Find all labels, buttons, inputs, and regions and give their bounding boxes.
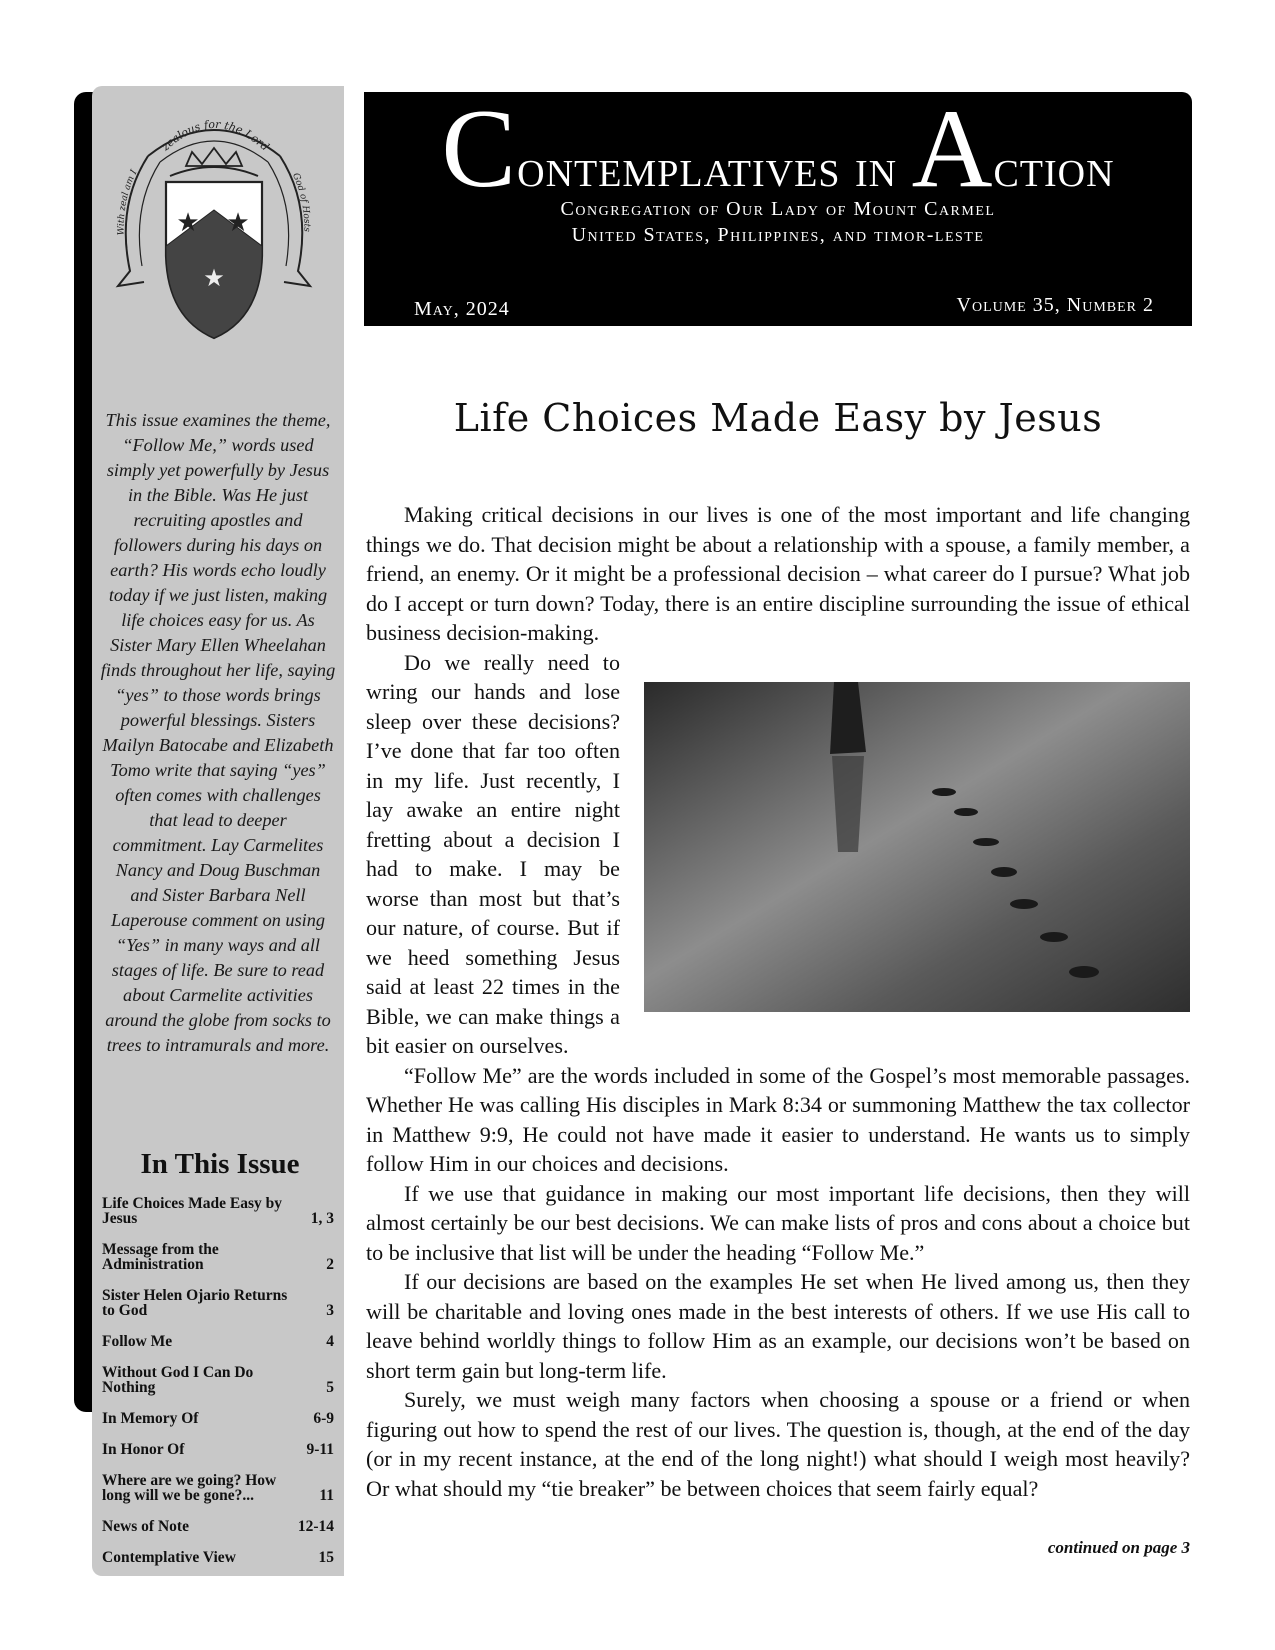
svg-text:★: ★ — [203, 264, 225, 292]
article-paragraph: “Follow Me” are the words included in some of the Gospel’s most memorable passages. Whether He was calling His disciples in Mark 8:34 or summoning Matthew the tax collector in Matthew 9:9, He could not have made it easier to understand. He wants us to simply follow Him in our choices and decisions. — [366, 1062, 1190, 1176]
toc-item-title: News of Note — [102, 1518, 189, 1535]
toc-item[interactable] — [102, 1473, 336, 1503]
toc-item[interactable] — [102, 1550, 336, 1565]
toc-item-title: In Memory Of — [102, 1410, 199, 1427]
toc-item-title: Life Choices Made Easy by Jesus — [102, 1195, 282, 1227]
toc-item-title: Sister Helen Ojario Returns to God — [102, 1287, 288, 1319]
continued-note[interactable]: continued on page 3 — [1047, 1538, 1190, 1557]
toc-item[interactable] — [102, 1411, 336, 1426]
carmelite-crest-icon — [108, 106, 320, 354]
toc-item-page: 11 — [319, 1487, 334, 1504]
title-part: ction — [993, 138, 1115, 198]
footprints-photo — [644, 682, 1190, 1012]
toc-item-title: Without God I Can Do Nothing — [102, 1364, 254, 1396]
toc-item[interactable] — [102, 1442, 336, 1457]
crest-motto-right: God of Hosts — [289, 171, 312, 232]
toc-item[interactable] — [102, 1519, 336, 1534]
article-paragraph: Surely, we must weigh many factors when choosing a spouse or a friend or when figuring out how to spend the rest of our lives. The question is, though, at the end of the day (or in my recent instance, at the end of the long night!) what should I weigh most heavily? Or what should my “tie breaker” be between choices that seem fairly equal? — [366, 1387, 1190, 1501]
crest-motto-left: With zeal am I — [116, 168, 140, 236]
article-body — [366, 500, 1190, 1503]
svg-text:With zeal am I — [117, 168, 140, 235]
toc-item[interactable] — [102, 1334, 336, 1349]
article-paragraph: Do we really need to wring our hands and lose sleep over these decisions? I’ve done that far too often in my life. Just recently, I lay awake an entire night fretting about a decision I had to make. I may be worse than most but that’s our nature, of course. But if we heed something Jesus said at least 22 times in the Bible, we can make things a bit easier on ourselves. — [366, 649, 620, 1058]
issue-intro: This issue examines the theme, “Follow Me,” words used simply yet powerfully by Jesus in the Bible. Was He just recruiting apostles and followers during his days on earth? His words echo loudly today if we just listen, making life choices easy for us. As Sister Mary Ellen Wheelahan finds throughout her life, saying “yes” to those words brings powerful blessings. Sisters Mailyn Batocabe and Elizabeth Tomo write that saying “yes” often comes with challenges that lead to deeper commitment. Lay Carmelites Nancy and Doug Buschman and Sister Barbara Nell Laperouse comment on using “Yes” in many ways and all stages of life. Be sure to read about Carmelite activities around the globe from socks to trees to intramurals and more. — [100, 410, 336, 1055]
masthead-subtitle-2: United States, Philippines, and timor-leste — [571, 224, 985, 246]
toc-item[interactable] — [102, 1242, 336, 1272]
toc-item-title: Message from the Administration — [102, 1241, 219, 1273]
title-initial: C — [441, 87, 518, 211]
toc-item[interactable] — [102, 1196, 336, 1226]
toc-item-title: Follow Me — [102, 1333, 173, 1350]
toc-item-page: 3 — [326, 1302, 334, 1319]
toc-item-page: 15 — [318, 1549, 334, 1566]
svg-text:★: ★ — [176, 208, 200, 238]
issue-date: May, 2024 — [414, 298, 510, 320]
toc-item-title: Where are we going? How long will we be gone?... — [102, 1472, 277, 1504]
toc-item-page: 5 — [326, 1379, 334, 1396]
article-paragraph: If our decisions are based on the examples He set when He lived among us, then they will be charitable and loving ones made in the best interests of others. If we use His call to leave behind worldly things to follow Him as an example, our decisions won’t be based on short term gain but long-term life. — [366, 1269, 1190, 1383]
toc-item-title: Contemplative View — [102, 1549, 236, 1566]
masthead-subtitle-1: Congregation of Our Lady of Mount Carmel — [560, 198, 996, 220]
masthead — [364, 87, 1192, 326]
toc-item-page: 1, 3 — [310, 1210, 334, 1227]
svg-text:★: ★ — [226, 208, 250, 238]
title-initial: A — [911, 87, 994, 211]
toc-item-title: In Honor Of — [102, 1441, 185, 1458]
title-part: ontemplatives in — [517, 138, 912, 198]
toc-item[interactable] — [102, 1288, 336, 1318]
table-of-contents — [102, 1196, 336, 1565]
toc-item[interactable] — [102, 1365, 336, 1395]
article-title: Life Choices Made Easy by Jesus — [453, 396, 1103, 440]
toc-item-page: 4 — [326, 1333, 334, 1350]
toc-item-page: 12-14 — [297, 1518, 334, 1535]
toc-item-page: 9-11 — [306, 1441, 334, 1458]
toc-title: In This Issue — [140, 1148, 300, 1180]
toc-item-page: 6-9 — [313, 1410, 334, 1427]
crest-motto-top: zealous for the Lord — [159, 117, 272, 154]
issue-volume: Volume 35, Number 2 — [956, 294, 1154, 316]
article-paragraph: If we use that guidance in making our most important life decisions, then they will almost certainly be our best decisions. We can make lists of pros and cons about a choice but to be inclusive that list will be under the heading “Follow Me.” — [366, 1180, 1190, 1265]
svg-text:God of Hosts — [290, 172, 311, 233]
article-paragraph: Making critical decisions in our lives is one of the most important and life changing things we do. That decision might be about a relationship with a spouse, a family member, a friend, an enemy. Or it might be a professional decision – what career do I pursue? What job do I accept or turn down? Today, there is an entire discipline surrounding the issue of ethical business decision-making. — [366, 502, 1190, 645]
toc-item-page: 2 — [326, 1256, 334, 1273]
